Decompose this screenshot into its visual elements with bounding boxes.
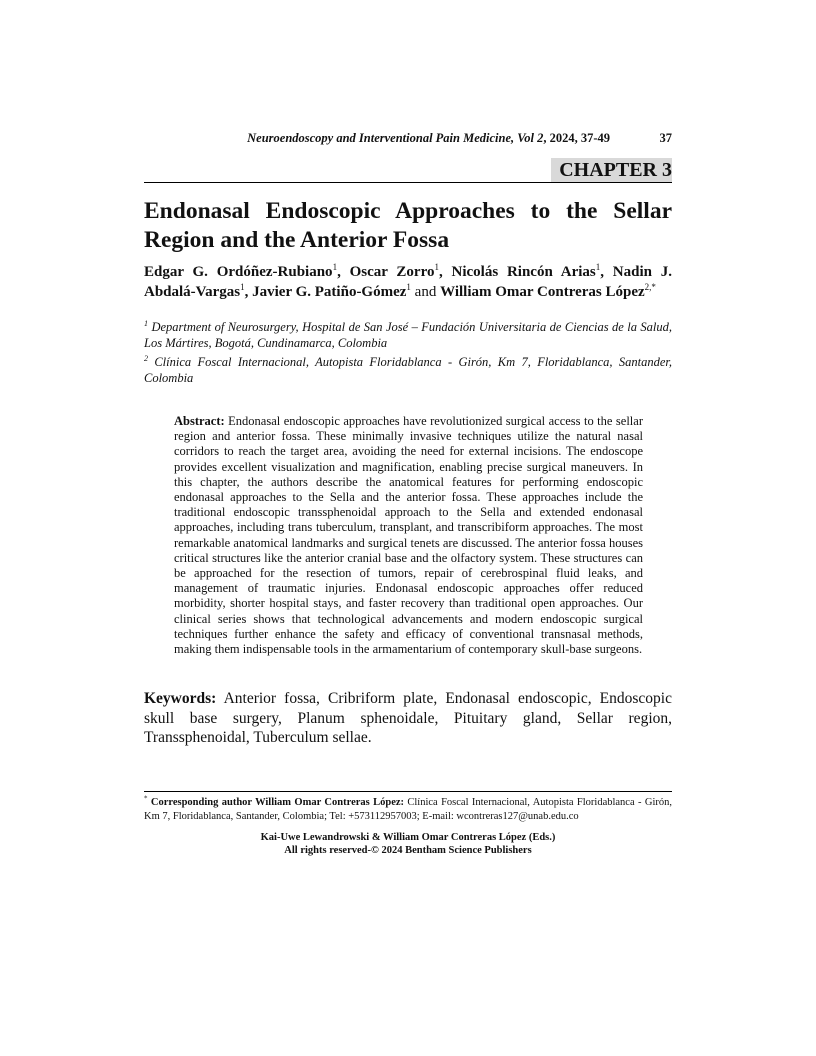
author-affiliation-mark: 1 <box>240 282 245 292</box>
abstract <box>174 414 643 657</box>
chapter-label: CHAPTER 3 <box>551 158 672 182</box>
affiliation: $^2$ Clínica Foscal Internacional, Autopista Floridablanca - Girón, Km 7, Floridablanca, Santander, Colombia <box>144 353 672 385</box>
rights-line: All rights reserved-© 2024 Bentham Science Publishers <box>284 845 532 856</box>
author-affiliation-mark: 1 <box>406 282 411 292</box>
header-divider <box>144 182 672 183</box>
affiliation: $^1$ Department of Neurosurgery, Hospital de San José – Fundación Universitaria de Ciencias de la Salud, Los Mártires, Bogotá, Cundinamarca, Colombia <box>144 318 672 350</box>
journal-citation: Neuroendoscopy and Interventional Pain Medicine, Vol 2, 2024, 37-49 <box>247 131 610 145</box>
abstract-label: Abstract: <box>174 414 225 428</box>
abstract-text: Endonasal endoscopic approaches have revolutionized surgical access to the sellar region and anterior fossa. These minimally invasive techniques utilize the natural nasal corridors to reach the target area, avoiding the need for external incisions. The endoscope provides excellent visualization and magnification, enabling precise surgical maneuvers. In this chapter, the authors describe the anatomical features for performing endoscopic endonasal approaches to the Sella and the anterior fossa. These approaches include the traditional endoscopic transsphenoidal approach to the Sella and extended endonasal approaches, including trans tuberculum, transplant, and transcribiform approaches. The most remarkable anatomical landmarks and surgical tenets are discussed. The anterior fossa houses critical structures like the anterior cranial base and the olfactory system. These structures can be approached for the resection of tumors, repair of cerebrospinal fluid leaks, and management of traumatic injuries. Endonasal endoscopic approaches offer reduced morbidity, shorter hospital stays, and faster recovery than traditional open approaches. Our clinical series shows that technological advancements and modern endoscopic surgical techniques further enhance the safety and efficacy of conventional transnasal methods, making them indispensable tools in the armamentarium of contemporary skull-base surgeons. <box>174 414 643 657</box>
running-header <box>144 131 672 149</box>
author-affiliation-mark: 1 <box>332 262 338 272</box>
author-affiliation-mark: 2,* <box>644 282 656 292</box>
author-name: Javier G. Patiño-Gómez <box>252 284 407 300</box>
author-name: William Omar Contreras López <box>440 284 645 300</box>
keywords <box>144 689 672 748</box>
author-list: Edgar G. Ordóñez-Rubiano$^1$, Oscar Zorro$^1$, Nicolás Rincón Arias$^1$, Nadin J. Abdalá-Vargas$^1$, Javier G. Patiño-Gómez$^1$ and William Omar Contreras López$^{2,*}$ <box>144 262 672 300</box>
author-name: Nadin J. Abdalá-Vargas <box>144 264 672 300</box>
chapter-title: Endonasal Endoscopic Approaches to the Sellar Region and the Anterior Fossa <box>144 198 672 253</box>
editors-line: Kai-Uwe Lewandrowski & William Omar Contreras López (Eds.) <box>260 832 556 843</box>
author-name: Edgar G. Ordóñez-Rubiano <box>144 264 333 280</box>
publisher-info <box>144 831 672 857</box>
corresponding-author-footnote: * Corresponding author William Omar Contreras López: Clínica Foscal Internacional, Autopista Floridablanca - Girón, Km 7, Floridablanca, Santander, Colombia; Tel: +573112957003; E-mail: wcontreras127@unab.edu.co <box>144 794 672 822</box>
author-name: Nicolás Rincón Arias <box>451 264 596 280</box>
author-name: Oscar Zorro <box>349 264 435 280</box>
footnote-divider <box>144 791 672 792</box>
keywords-label: Keywords: <box>144 690 217 707</box>
page-number: 37 <box>659 131 672 145</box>
author-affiliation-mark: 1 <box>434 262 439 272</box>
keywords-text: Anterior fossa, Cribriform plate, Endonasal endoscopic, Endoscopic skull base surgery, Planum sphenoidale, Pituitary gland, Sellar region, Transsphenoidal, Tuberculum sellae. <box>144 690 672 746</box>
author-affiliation-mark: 1 <box>595 262 601 272</box>
